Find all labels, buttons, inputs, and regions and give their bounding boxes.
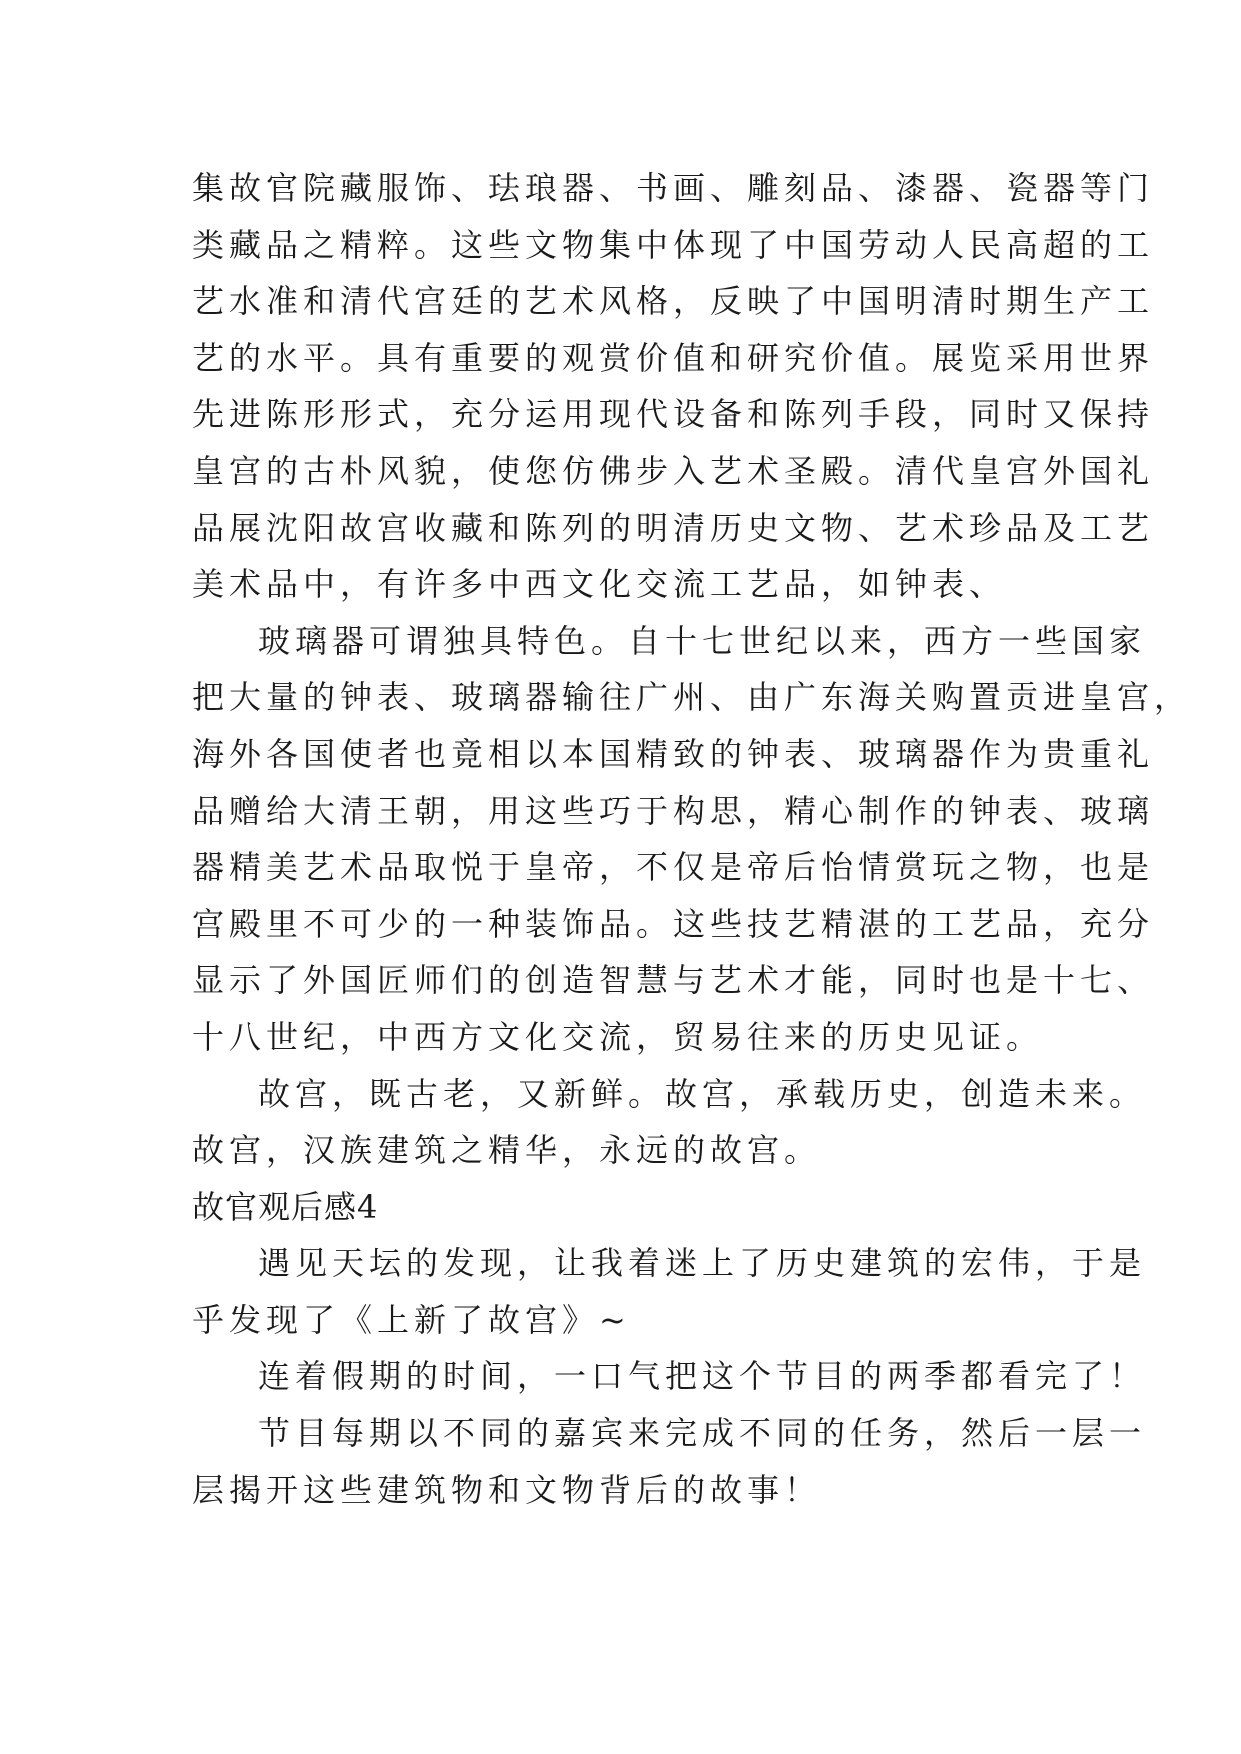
text-line: 集故官院藏服饰、珐琅器、书画、雕刻品、漆器、瓷器等门 [192, 169, 1155, 207]
paragraph-start-line: 节目每期以不同的嘉宾来完成不同的任务，然后一层一 [258, 1414, 1147, 1453]
text-line: 品展沈阳故宫收藏和陈列的明清历史文物、艺术珍品及工艺 [192, 508, 1155, 547]
text-line: 品赠给大清王朝，用这些巧于构思，精心制作的钟表、玻璃 [192, 791, 1155, 830]
text-line: 类藏品之精粹。这些文物集中体现了中国劳动人民高超的工 [192, 225, 1155, 264]
text-line: 器精美艺术品取悦于皇帝，不仅是帝后怡情赏玩之物，也是 [192, 848, 1155, 887]
text-line: 十八世纪，中西方文化交流，贸易往来的历史见证。 [192, 1017, 1044, 1056]
text-line: 艺水准和清代宫廷的艺术风格，反映了中国明清时期生产工 [192, 282, 1155, 321]
document-body [192, 160, 1192, 1518]
paragraph-start-line: 故宫，既古老，又新鲜。故宫，承载历史，创造未来。 [258, 1074, 1147, 1113]
text-line: 把大量的钟表、玻璃器输往广州、由广东海关购置贡进皇宫， [192, 678, 1192, 717]
text-line: 显示了外国匠师们的创造智慧与艺术才能，同时也是十七、 [192, 961, 1155, 1000]
text-line: 乎发现了《上新了故宫》~ [192, 1300, 631, 1339]
paragraph-start-line: 遇见天坛的发现，让我着迷上了历史建筑的宏伟，于是 [258, 1244, 1147, 1283]
text-line: 皇宫的古朴风貌，使您仿佛步入艺术圣殿。清代皇宫外国礼 [192, 451, 1155, 490]
section-heading: 故官观后感4 [192, 1187, 379, 1226]
text-line: 先进陈形形式，充分运用现代设备和陈列手段，同时又保持 [192, 395, 1155, 434]
text-line: 层揭开这些建筑物和文物背后的故事！ [192, 1470, 822, 1509]
text-line: 海外各国使者也竟相以本国精致的钟表、玻璃器作为贵重礼 [192, 734, 1155, 773]
text-line: 宫殿里不可少的一种装饰品。这些技艺精湛的工艺品，充分 [192, 904, 1155, 943]
text-line: 美术品中，有许多中西文化交流工艺品，如钟表、 [192, 565, 1007, 604]
text-line: 艺的水平。具有重要的观赏价值和研究价值。展览采用世界 [192, 338, 1155, 377]
paragraph-start-line: 玻璃器可谓独具特色。自十七世纪以来，西方一些国家 [258, 621, 1147, 660]
text-line: 故宫，汉族建筑之精华，永远的故宫。 [192, 1131, 822, 1170]
paragraph-start-line: 连着假期的时间，一口气把这个节目的两季都看完了！ [258, 1357, 1147, 1396]
